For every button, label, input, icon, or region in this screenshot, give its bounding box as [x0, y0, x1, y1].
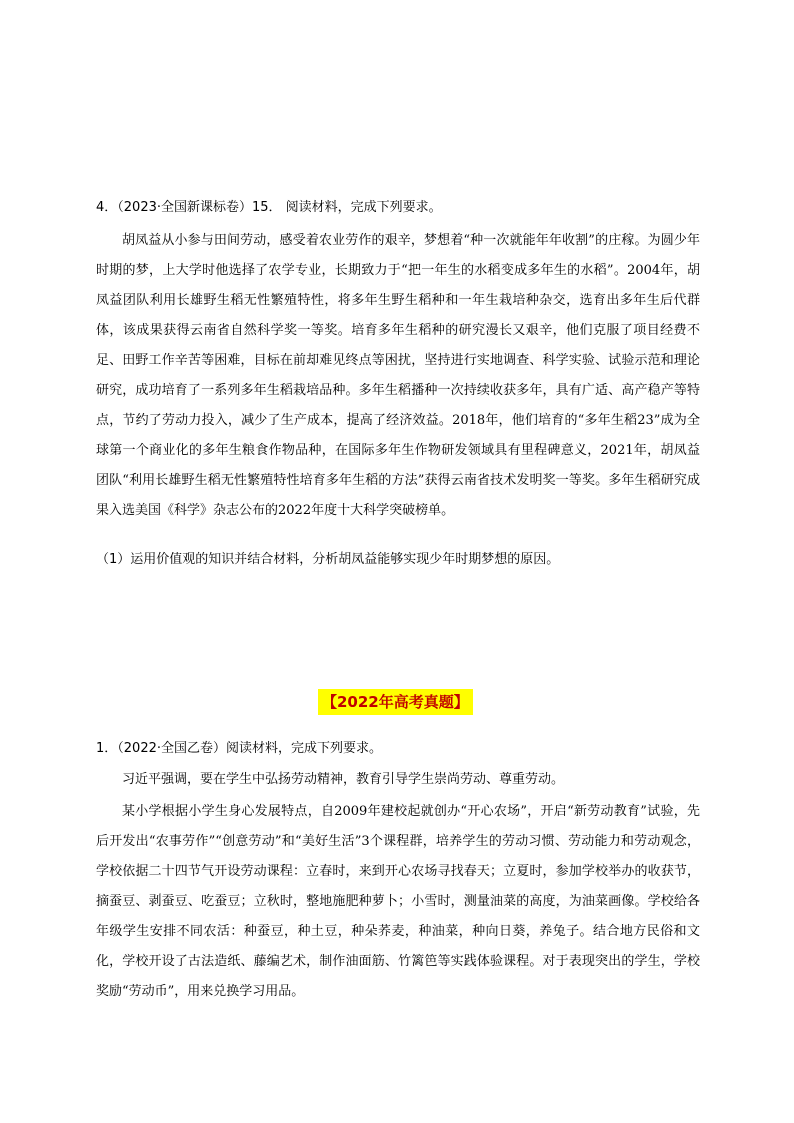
question-1-material: 某小学根据小学生身心发展特点，自2009年建校起就创办“开心农场”，开启“新劳动教育”试验，先后开发出“农事劳作”“创意劳动”和“美好生活”3个课程群，培养学生的劳动习惯、劳动能力和劳动观念，学校依据二十四节气开设劳动课程：立春时，来到开心农场寻找春天；立夏时，参加学校举办的收获节，摘蚕豆、剥蚕豆、吃蚕豆；立秋时，整地施肥种萝卜；小雪时，测量油菜的高度，为油菜画像。学校给各年级学生安排不同农活：种蚕豆，种土豆，种朵荞麦，种油菜，种向日葵，养兔子。结合地方民俗和文化，学校开设了古法造纸、藤编艺术，制作油面筋、竹篱笆等实践体验课程。对于表现突出的学生，学校奖励“劳动币”，用来兑换学习用品。	[96, 804, 700, 999]
question-4-material: 胡凤益从小参与田间劳动，感受着农业劳作的艰辛，梦想着“种一次就能年年收割”的庄稼。为圆少年时期的梦，上大学时他选择了农学专业，长期致力于“把一年生的水稻变成多年生的水稻”。2004年，胡凤益团队利用长雄野生稻无性繁殖特性，将多年生野生稻种和一年生栽培种杂交，选育出多年生后代群体，该成果获得云南省自然科学奖一等奖。培育多年生稻种的研究漫长又艰辛，他们克服了项目经费不足、田野工作辛苦等困难，目标在前却难见终点等困扰，坚持进行实地调查、科学实验、试验示范和理论研究，成功培育了一系列多年生稻栽培品种。多年生稻播种一次持续收获多年，具有广适、高产稳产等特点，节约了劳动力投入，减少了生产成本，提高了经济效益。2018年，他们培育的“多年生稻23”成为全球第一个商业化的多年生粮食作物品种，在国际多年生作物研发领域具有里程碑意义，2021年，胡凤益团队“利用长雄野生稻无性繁殖特性培育多年生稻的方法”获得云南省技术发明奖一等奖。多年生稻研究成果入选美国《科学》杂志公布的2022年度十大科学突破榜单。	[96, 233, 700, 518]
question-1-heading: 1．（2022·全国乙卷）阅读材料，完成下列要求。	[96, 741, 382, 756]
section-title-2022: 【2022年高考真题】	[318, 689, 473, 715]
question-4-heading: 4．（2023·全国新课标卷）15． 阅读材料，完成下列要求。	[96, 200, 442, 215]
question-4-sub-question-1: （1）运用价值观的知识并结合材料，分析胡凤益能够实现少年时期梦想的原因。	[96, 552, 560, 567]
question-1-intro: 习近平强调，要在学生中弘扬劳动精神，教育引导学生崇尚劳动、尊重劳动。	[122, 772, 565, 787]
